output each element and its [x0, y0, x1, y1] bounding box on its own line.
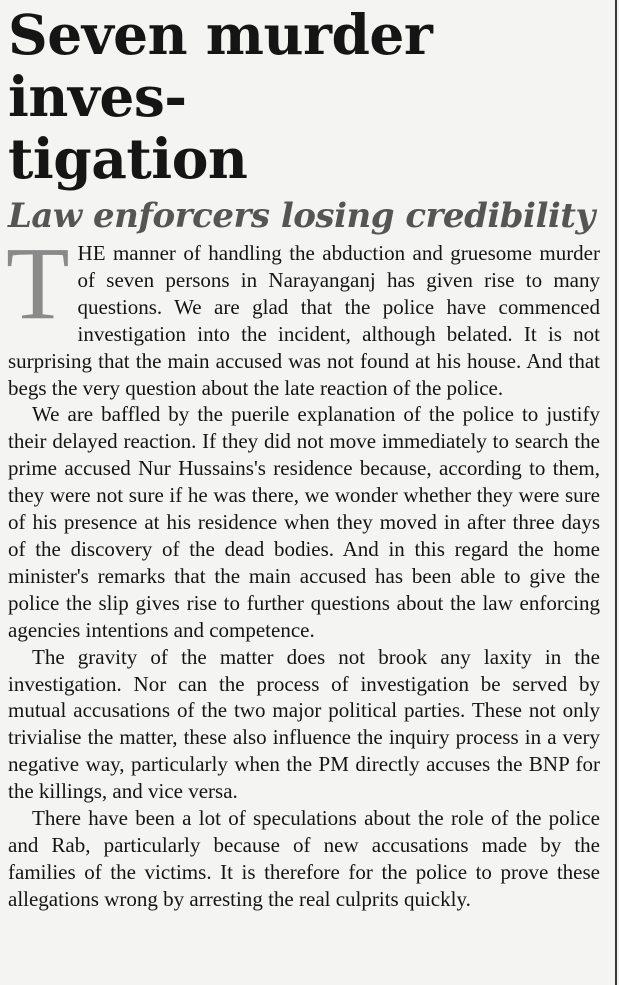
headline-line-2: tigation [8, 126, 248, 191]
article-body [6, 226, 600, 913]
page-bottom-margin [0, 960, 615, 985]
paragraph-1-text: HE manner of handling the abduction and gruesome murder of seven persons in Narayanganj has given rise to many questions. We are glad that the police have commenced investigation into the incident, although belated. It is not surprising that the main accused was not found at his house. And that begs the very question about the late reaction of the police. [8, 241, 600, 400]
paragraph-1 [6, 226, 600, 401]
headline [8, 4, 600, 190]
drop-cap: T [6, 226, 70, 341]
editorial-article [8, 4, 600, 913]
paragraph-3: The gravity of the matter does not brook any laxity in the investigation. Nor can the process of investigation be served by mutual accusations of the two major political parties. These not only trivialise the matter, these also influence the inquiry process in a very negative way, particularly when the PM directly accuses the BNP for the killings, and vice versa. [8, 644, 600, 804]
paragraph-4: There have been a lot of speculations about the role of the police and Rab, particularly because of new accusations made by the families of the victims. It is therefore for the police to prove these allegations wrong by arresting the real culprits quickly. [8, 806, 600, 911]
subheadline: Law enforcers losing credibility [8, 196, 595, 236]
headline-line-1: Seven murder inves- [8, 2, 433, 129]
column-rule [615, 0, 617, 985]
paragraph-2: We are baffled by the puerile explanation of the police to justify their delayed reaction. If they did not move immediately to search the prime accused Nur Hussains's residence because, according to them, they were not sure if he was there, we wonder whether they were sure of his presence at his residence when they moved in after three days of the discovery of the dead bodies. And in this regard the home minister's remarks that the main accused has been able to give the police the slip gives rise to further questions about the law enforcing agencies intentions and competence. [8, 402, 600, 642]
